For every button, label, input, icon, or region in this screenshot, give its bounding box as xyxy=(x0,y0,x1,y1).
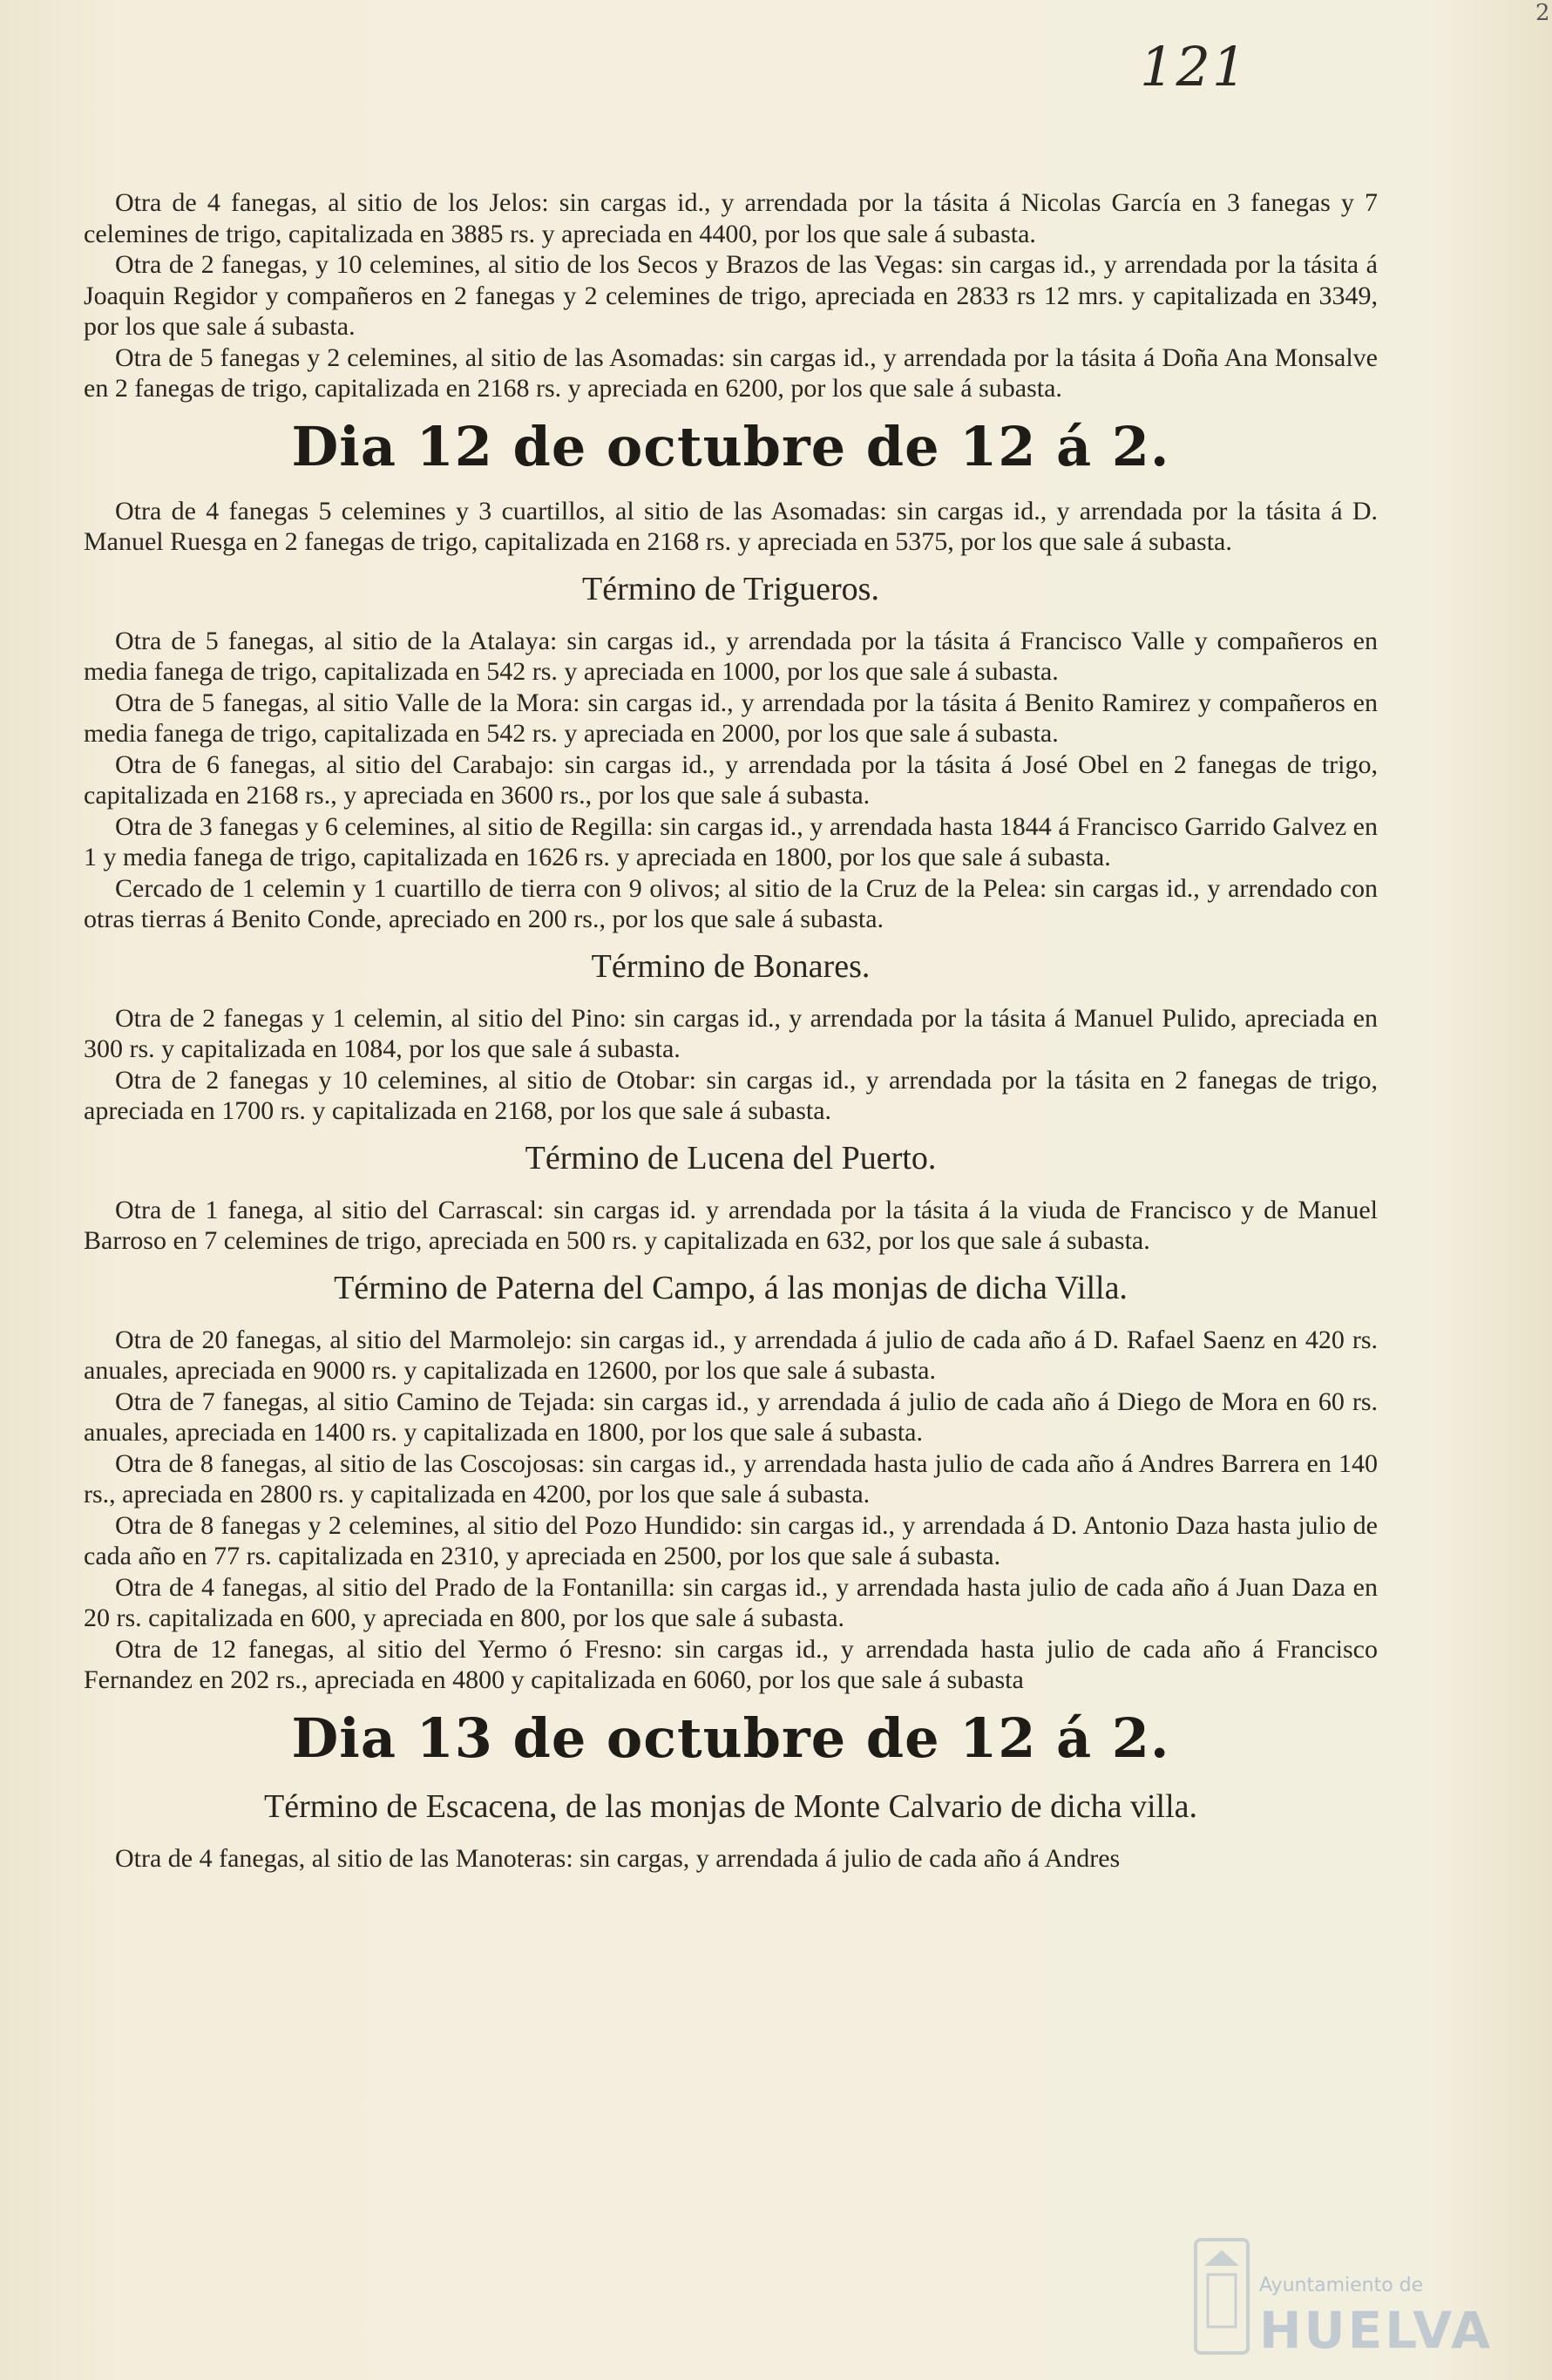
watermark-line2: HUELVA xyxy=(1259,2301,1494,2360)
document-body xyxy=(84,187,1378,1874)
day-heading: Dia 13 de octubre de 12 á 2. xyxy=(291,1705,1170,1770)
property-entry: Otra de 1 fanega, al sitio del Carrascal: sin cargas id. y arrendada por la tásita á la viuda de Francisco y de Manuel Barroso en 7 celemines de trigo, apreciada en 500 rs. y capitalizada en 632, por los que sale á subasta. xyxy=(84,1195,1378,1255)
property-entry: Cercado de 1 celemin y 1 cuartillo de tierra con 9 olivos; al sitio de la Cruz de la Pelea: sin cargas id., y arrendado con otras tierras á Benito Conde, apreciado en 200 rs., por los que sale á subasta. xyxy=(84,873,1378,933)
property-entry: Otra de 5 fanegas y 2 celemines, al sitio de las Asomadas: sin cargas id., y arrendada por la tásita á Doña Ana Monsalve en 2 fanegas de trigo, capitalizada en 2168 rs. y apreciada en 6200, por los que sale á subasta. xyxy=(84,342,1378,403)
property-entry: Otra de 5 fanegas, al sitio de la Atalaya: sin cargas id., y arrendada por la tásita á Francisco Valle y compañeros en media fanega de trigo, capitalizada en 542 rs. y apreciada en 1000, por los que sale á subasta. xyxy=(84,626,1378,686)
property-entry: Otra de 2 fanegas y 10 celemines, al sitio de Otobar: sin cargas id., y arrendada por la tásita en 2 fanegas de trigo, apreciada en 1700 rs. y capitalizada en 2168, por los que sale á subasta. xyxy=(84,1065,1378,1125)
property-entry: Otra de 6 fanegas, al sitio del Carabajo: sin cargas id., y arrendada por la tásita á José Obel en 2 fanegas de trigo, capitalizada en 2168 rs., y apreciada en 3600 rs., por los que sale á subasta. xyxy=(84,749,1378,810)
property-entry: Otra de 2 fanegas y 1 celemin, al sitio del Pino: sin cargas id., y arrendada por la tásita á Manuel Pulido, apreciada en 300 rs. y capitalizada en 1084, por los que sale á subasta. xyxy=(84,1003,1378,1063)
term-heading: Término de Trigueros. xyxy=(582,570,879,607)
property-entry: Otra de 4 fanegas, al sitio de las Manoteras: sin cargas, y arrendada á julio de cada año á Andres xyxy=(115,1843,1121,1873)
term-heading: Término de Lucena del Puerto. xyxy=(525,1139,937,1176)
folio-number: 121 xyxy=(1140,35,1249,98)
term-heading: Término de Escacena, de las monjas de Monte Calvario de dicha villa. xyxy=(263,1787,1197,1825)
corner-mark: 2 xyxy=(1535,0,1550,26)
term-heading: Término de Paterna del Campo, á las monjas de dicha Villa. xyxy=(334,1269,1128,1306)
property-entry: Otra de 8 fanegas, al sitio de las Coscojosas: sin cargas id., y arrendada hasta julio de cada año á Andres Barrera en 140 rs., apreciada en 2800 rs. y capitalizada en 4200, por los que sale á subasta. xyxy=(84,1448,1378,1509)
watermark-line1: Ayuntamiento de xyxy=(1259,2275,1424,2296)
property-entry: Otra de 4 fanegas, al sitio del Prado de la Fontanilla: sin cargas id., y arrendada hasta julio de cada año á Juan Daza en 20 rs. capitalizada en 600, y apreciada en 800, por los que sale á subasta. xyxy=(84,1572,1378,1632)
property-entry: Otra de 4 fanegas, al sitio de los Jelos: sin cargas id., y arrendada por la tásita á Nicolas García en 3 fanegas y 7 celemines de trigo, capitalizada en 3885 rs. y apreciada en 4400, por los que sale á subasta. xyxy=(84,188,1378,248)
property-entry: Otra de 3 fanegas y 6 celemines, al sitio de Regilla: sin cargas id., y arrendada hasta 1844 á Francisco Garrido Galvez en 1 y media fanega de trigo, capitalizada en 1626 rs. y apreciada en 1800, por los que sale á subasta. xyxy=(84,811,1378,871)
term-heading: Término de Bonares. xyxy=(591,947,871,985)
property-entry: Otra de 12 fanegas, al sitio del Yermo ó Fresno: sin cargas id., y arrendada hasta julio de cada año á Francisco Fernandez en 202 rs., apreciada en 4800 y capitalizada en 6060, por los que sale á subasta xyxy=(84,1634,1378,1694)
property-entry: Otra de 5 fanegas, al sitio Valle de la Mora: sin cargas id., y arrendada por la tásita á Benito Ramirez y compañeros en media fanega de trigo, capitalizada en 542 rs. y apreciada en 2000, por los que sale á subasta. xyxy=(84,688,1378,748)
day-heading: Dia 12 de octubre de 12 á 2. xyxy=(291,414,1170,478)
property-entry: Otra de 4 fanegas 5 celemines y 3 cuartillos, al sitio de las Asomadas: sin cargas id., y arrendada por la tásita á D. Manuel Ruesga en 2 fanegas de trigo, capitalizada en 2168 rs. y apreciada en 5375, por los que sale á subasta. xyxy=(84,496,1378,556)
property-entry: Otra de 20 fanegas, al sitio del Marmolejo: sin cargas id., y arrendada á julio de cada año á D. Rafael Saenz en 420 rs. anuales, apreciada en 9000 rs. y capitalizada en 12600, por los que sale á subasta. xyxy=(84,1325,1378,1385)
property-entry: Otra de 7 fanegas, al sitio Camino de Tejada: sin cargas id., y arrendada á julio de cada año á Diego de Mora en 60 rs. anuales, apreciada en 1400 rs. y capitalizada en 1800, por los que sale á subasta. xyxy=(84,1387,1378,1447)
property-entry: Otra de 2 fanegas, y 10 celemines, al sitio de los Secos y Brazos de las Vegas: sin cargas id., y arrendada por la tásita á Joaquin Regidor y compañeros en 2 fanegas y 2 celemines de trigo, apreciada en 2833 rs 12 mrs. y capitalizada en 3349, por los que sale á subasta. xyxy=(84,250,1378,341)
property-entry: Otra de 8 fanegas y 2 celemines, al sitio del Pozo Hundido: sin cargas id., y arrendada á D. Antonio Daza hasta julio de cada año en 77 rs. capitalizada en 2310, y apreciada en 2500, por los que sale á subasta. xyxy=(84,1510,1378,1570)
